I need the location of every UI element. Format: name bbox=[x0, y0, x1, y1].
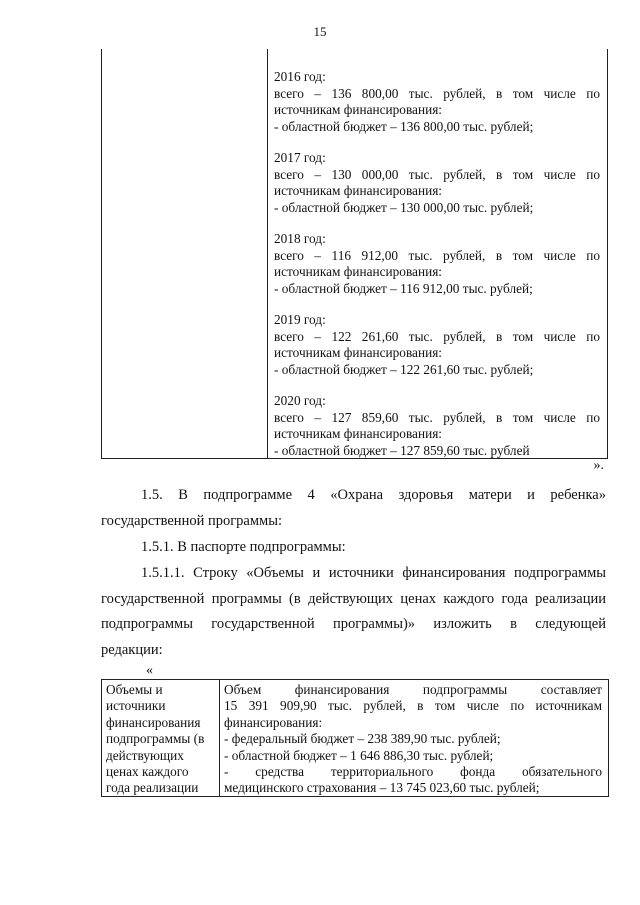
year-block bbox=[274, 393, 600, 459]
sources-line: источникам финансирования: bbox=[274, 264, 443, 279]
paragraph-1-5-1-1 bbox=[101, 561, 606, 663]
funding-by-year-table bbox=[101, 49, 608, 459]
regional-budget-line: - областной бюджет – 130 000,00 тыс. рублей; bbox=[274, 199, 534, 215]
sources-line: источникам финансирования: bbox=[274, 102, 443, 117]
passport-label-line: источники bbox=[106, 698, 166, 714]
paragraph-line: редакции: bbox=[101, 641, 163, 658]
paragraph-line: 1.5.1.1. Строку «Объемы и источники финансирования подпрограммы bbox=[141, 565, 606, 581]
funding-years-cell bbox=[274, 69, 600, 474]
passport-label-line: действующих bbox=[106, 747, 184, 763]
year-total-line: всего – 127 859,60 тыс. рублей, в том числе по bbox=[274, 409, 600, 425]
year-block bbox=[274, 150, 600, 216]
passport-value-line: - средства территориального фонда обязательного bbox=[224, 764, 602, 780]
regional-budget-line: - областной бюджет – 122 261,60 тыс. рублей; bbox=[274, 361, 534, 377]
year-block bbox=[274, 69, 600, 135]
column-divider bbox=[267, 49, 268, 458]
paragraph-line: государственной программы (в действующих ценах каждого года реализации bbox=[101, 590, 606, 607]
regional-budget-line: - областной бюджет – 136 800,00 тыс. рублей; bbox=[274, 118, 534, 134]
column-divider bbox=[219, 680, 220, 796]
year-block bbox=[274, 231, 600, 297]
paragraph-1-5-1 bbox=[101, 535, 606, 561]
sources-line: источникам финансирования: bbox=[274, 183, 443, 198]
passport-label-line: года реализации bbox=[106, 780, 199, 796]
year-total-line: всего – 136 800,00 тыс. рублей, в том числе по bbox=[274, 85, 600, 101]
passport-value-line: 15 391 909,90 тыс. рублей, в том числе по источникам bbox=[224, 698, 602, 714]
paragraph-1-5 bbox=[101, 483, 606, 534]
paragraph-line: государственной программы: bbox=[101, 512, 282, 529]
passport-row-value bbox=[224, 682, 602, 797]
passport-table bbox=[101, 679, 609, 797]
year-label: 2019 год: bbox=[274, 312, 326, 327]
paragraph-line: подпрограммы государственной программы)» изложить в следующей bbox=[101, 616, 606, 632]
year-total-line: всего – 122 261,60 тыс. рублей, в том числе по bbox=[274, 328, 600, 344]
closing-quote: ». bbox=[593, 458, 604, 473]
passport-value-line: Объем финансирования подпрограммы составляет bbox=[224, 682, 602, 697]
sources-line: источникам финансирования: bbox=[274, 345, 443, 360]
paragraph-line: 1.5.1. В паспорте подпрограммы: bbox=[141, 539, 346, 555]
paragraph-line: 1.5. В подпрограмме 4 «Охрана здоровья матери и ребенка» bbox=[141, 487, 606, 503]
year-block bbox=[274, 312, 600, 378]
passport-value-line: - областной бюджет – 1 646 886,30 тыс. рублей; bbox=[224, 747, 494, 763]
passport-value-line: - федеральный бюджет – 238 389,90 тыс. рублей; bbox=[224, 731, 501, 747]
passport-value-line: финансирования: bbox=[224, 714, 323, 730]
opening-quote: « bbox=[146, 663, 153, 678]
page-number: 15 bbox=[313, 24, 327, 39]
year-label: 2020 год: bbox=[274, 393, 326, 408]
year-label: 2016 год: bbox=[274, 69, 326, 84]
year-label: 2018 год: bbox=[274, 231, 326, 246]
regional-budget-line: - областной бюджет – 116 912,00 тыс. рублей; bbox=[274, 280, 533, 296]
passport-label-line: Объемы и bbox=[106, 682, 163, 697]
passport-row-label bbox=[106, 682, 216, 797]
passport-value-line: медицинского страхования – 13 745 023,60 тыс. рублей; bbox=[224, 780, 540, 796]
year-total-line: всего – 116 912,00 тыс. рублей, в том числе по bbox=[274, 247, 600, 263]
passport-label-line: финансирования bbox=[106, 714, 201, 730]
passport-label-line: ценах каждого bbox=[106, 764, 189, 780]
regional-budget-line: - областной бюджет – 127 859,60 тыс. рублей bbox=[274, 442, 530, 458]
year-label: 2017 год: bbox=[274, 150, 326, 165]
sources-line: источникам финансирования: bbox=[274, 426, 443, 441]
year-total-line: всего – 130 000,00 тыс. рублей, в том числе по bbox=[274, 166, 600, 182]
passport-label-line: подпрограммы (в bbox=[106, 731, 205, 747]
